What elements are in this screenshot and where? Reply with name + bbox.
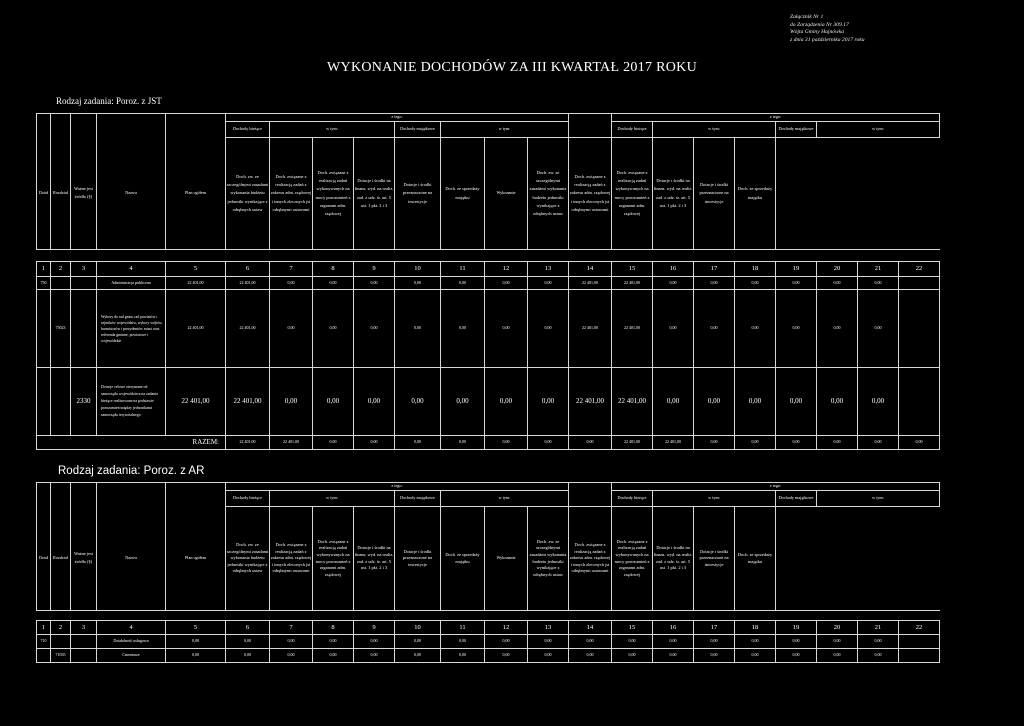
cell-value: 0,00: [485, 277, 528, 290]
total-value: 0,00: [354, 436, 395, 450]
colnum: 22: [899, 262, 940, 277]
header-w-tym: w tym:: [441, 122, 569, 138]
cell-value: 0,00: [395, 649, 441, 663]
header-nazwa: Nazwa: [97, 138, 166, 250]
colnum: 16: [653, 621, 694, 635]
section-label-ar: Rodzaj zadania: Poroz. z AR: [58, 465, 205, 477]
cell-value: 0,00: [817, 368, 858, 436]
header-wykonanie: Wykonanie: [485, 507, 528, 611]
page-title: WYKONANIE DOCHODÓW ZA III KWARTAŁ 2017 ROKU: [327, 60, 697, 75]
cell-rozdzial: [51, 368, 71, 436]
cell-value: 0,00: [270, 277, 313, 290]
section-label-jst: Rodzaj zadania: Poroz. z JST: [56, 96, 162, 106]
cell-dzial: 710: [37, 635, 51, 649]
table-row: [37, 649, 940, 663]
cell-value: 0,00: [653, 649, 694, 663]
colnum: 13: [528, 621, 569, 635]
header-nazwa: Nazwa: [97, 507, 166, 611]
header-cell: [97, 483, 166, 491]
colnum: 21: [858, 262, 899, 277]
header-c3: Doch. związane z realizacją zadań wykonywanych na mocy porozumień z organami adm. rządowej: [313, 507, 354, 611]
annex-line: z dnia 31 października 2017 roku: [790, 36, 865, 43]
cell-value: 0,00: [569, 635, 612, 649]
cell-value: 0,00: [817, 649, 858, 663]
colnum: 4: [97, 262, 166, 277]
cell-dzial: [37, 368, 51, 436]
cell-value: 0,00: [735, 649, 776, 663]
header-paragraf: Ważne jest źródło (§): [71, 138, 97, 250]
cell-value: 0,00: [776, 649, 817, 663]
colnum: 14: [569, 262, 612, 277]
table-row: [37, 635, 940, 649]
cell-value: 0,00: [441, 277, 485, 290]
cell-value: 0,00: [858, 635, 899, 649]
total-value: 0,00: [817, 436, 858, 450]
colnum: 19: [776, 262, 817, 277]
header-cell: [569, 483, 612, 491]
colnum: 3: [71, 621, 97, 635]
cell-value: 0,00: [735, 635, 776, 649]
cell-value: 22 401,00: [226, 290, 270, 368]
header-cell: [166, 114, 226, 122]
header-c2r: Doch. związane z realizacją zadań z zakresu adm. rządowej i innych zleconych jst odrębnymi ustawami: [569, 138, 612, 250]
cell-value: 0,00: [528, 277, 569, 290]
header-dochody-biezace: Dochody bieżące: [226, 491, 270, 507]
cell-value: 0,00: [485, 649, 528, 663]
cell-value: 0,00: [166, 635, 226, 649]
cell-paragraf: [71, 290, 97, 368]
header-cell: [51, 114, 71, 122]
income-table-jst: [36, 113, 940, 450]
header-dzial: Dział: [37, 138, 51, 250]
cell-empty: [899, 290, 940, 368]
header-c4: Dotacje i środki na finans. wyd. na realiz. zad. z udz. śr. art. 5 ust. 1 pkt. 2 i 3: [354, 507, 395, 611]
colnum: 7: [270, 621, 313, 635]
colnum: 10: [395, 621, 441, 635]
cell-value: 0,00: [313, 368, 354, 436]
column-numbers-row: [37, 621, 940, 635]
colnum: 13: [528, 262, 569, 277]
header-c5: Dotacje i środki przeznaczone na inwestycje: [395, 138, 441, 250]
cell-value: 0,00: [354, 277, 395, 290]
cell-value: 0,00: [395, 635, 441, 649]
colnum: 5: [166, 262, 226, 277]
column-numbers-row: [37, 262, 940, 277]
cell-value: 0,00: [612, 649, 653, 663]
header-rozdzial: Rozdział: [51, 138, 71, 250]
cell-value: 0,00: [270, 649, 313, 663]
colnum: 10: [395, 262, 441, 277]
cell-value: 0,00: [270, 368, 313, 436]
table-row: [37, 290, 940, 368]
colnum: 2: [51, 262, 71, 277]
colnum: 16: [653, 262, 694, 277]
colnum: 2: [51, 621, 71, 635]
cell-value: 0,00: [817, 290, 858, 368]
cell-value: 0,00: [395, 277, 441, 290]
total-value: 0,00: [899, 436, 940, 450]
cell-value: 0,00: [858, 649, 899, 663]
header-c3r: Doch. związane z realizacją zadań wykonywanych na mocy porozumień z organami adm. rządowej: [612, 507, 653, 611]
cell-dzial: 750: [37, 277, 51, 290]
header-c1: Doch. zw. ze szczególnymi zasadami wykonania budżetu jednostki wynikające z odrębnych ustaw: [226, 138, 270, 250]
cell-value: 0,00: [858, 368, 899, 436]
header-dochody-biezace: Dochody bieżące: [612, 122, 653, 138]
total-value: 22 401,00: [226, 436, 270, 450]
cell-value: 0,00: [270, 290, 313, 368]
header-z-tego: z tego:: [226, 483, 569, 491]
cell-value: 0,00: [653, 635, 694, 649]
cell-value: 0,00: [441, 635, 485, 649]
cell-value: 0,00: [858, 290, 899, 368]
annex-line: Wójta Gminy Hajnówka: [790, 29, 845, 36]
header-cell: [569, 122, 612, 138]
colnum: 6: [226, 262, 270, 277]
cell-nazwa: Cmentarze: [97, 649, 166, 663]
cell-value: 0,00: [528, 368, 569, 436]
header-c3: Doch. związane z realizacją zadań wykonywanych na mocy porozumień z organami adm. rządowej: [313, 138, 354, 250]
header-c6r: Doch. ze sprzedaży majątku: [735, 507, 776, 611]
cell-value: 0,00: [485, 635, 528, 649]
cell-value: 22 401,00: [166, 290, 226, 368]
colnum: 15: [612, 262, 653, 277]
cell-value: 22 401,00: [569, 290, 612, 368]
income-table-ar: [36, 482, 940, 663]
cell-value: 0,00: [569, 649, 612, 663]
cell-value: 22 401,00: [569, 277, 612, 290]
spacer: [37, 250, 940, 262]
cell-value: 22 401,00: [569, 368, 612, 436]
total-value: 0,00: [776, 436, 817, 450]
cell-value: 22 401,00: [226, 277, 270, 290]
cell-empty: [899, 649, 940, 663]
cell-value: 22 401,00: [226, 368, 270, 436]
header-c1: Doch. zw. ze szczególnymi zasadami wykonania budżetu jednostki wynikające z odrębnych ustaw: [226, 507, 270, 611]
header-w-tym: w tym:: [817, 122, 940, 138]
header-c4r: Dotacje i środki na finans. wyd. na realiz. zad. z udz. śr. art. 5 ust. 1 pkt. 2 i 3: [653, 138, 694, 250]
header-dochody-majatkowe: Dochody majątkowe: [776, 122, 817, 138]
header-c4r: Dotacje i środki na finans. wyd. na realiz. zad. z udz. śr. art. 5 ust. 1 pkt. 2 i 3: [653, 507, 694, 611]
header-cell: [37, 491, 51, 507]
colnum: 18: [735, 621, 776, 635]
cell-value: 0,00: [735, 290, 776, 368]
header-cell: [71, 491, 97, 507]
cell-value: 22 401,00: [166, 277, 226, 290]
header-c4: Dotacje i środki na finans. wyd. na realiz. zad. z udz. śr. art. 5 ust. 1 pkt. 2 i 3: [354, 138, 395, 250]
colnum: 11: [441, 621, 485, 635]
cell-value: 0,00: [735, 368, 776, 436]
colnum: 12: [485, 621, 528, 635]
cell-nazwa: Dotacje celowe otrzymane od samorządu województwa na zadania bieżące realizowane na podstawie porozumień między jednostkami samorządu terytorialnego: [97, 368, 166, 436]
header-cell: [97, 491, 166, 507]
header-c1r: Doch. zw. ze szczególnymi zasadami wykonania budżetu jednostki wynikające z odrębnych ustaw: [528, 507, 569, 611]
total-value: 22 401,00: [270, 436, 313, 450]
cell-value: 0,00: [354, 635, 395, 649]
header-c6: Doch. ze sprzedaży majątku: [441, 138, 485, 250]
cell-rozdzial: 71035: [51, 649, 71, 663]
header-cell: [37, 122, 51, 138]
total-value: 0,00: [395, 436, 441, 450]
header-cell: [71, 114, 97, 122]
cell-value: 0,00: [776, 635, 817, 649]
cell-value: 0,00: [166, 649, 226, 663]
header-c6r: Doch. ze sprzedaży majątku: [735, 138, 776, 250]
header-dochody-biezace: Dochody bieżące: [612, 491, 653, 507]
cell-value: 0,00: [270, 635, 313, 649]
header-c1r: Doch. zw. ze szczególnymi zasadami wykonania budżetu jednostki wynikające z odrębnych ustaw: [528, 138, 569, 250]
colnum: 20: [817, 621, 858, 635]
cell-value: 0,00: [528, 649, 569, 663]
header-cell: [569, 114, 612, 122]
cell-value: 22 401,00: [166, 368, 226, 436]
colnum: 6: [226, 621, 270, 635]
colnum: 1: [37, 262, 51, 277]
cell-value: 0,00: [313, 635, 354, 649]
header-c2: Doch. związane z realizacją zadań z zakresu adm. rządowej i innych zleconych jst odrębnymi ustawami: [270, 138, 313, 250]
cell-value: 0,00: [694, 635, 735, 649]
colnum: 17: [694, 262, 735, 277]
total-value: 0,00: [694, 436, 735, 450]
cell-value: 0,00: [612, 635, 653, 649]
cell-value: 0,00: [735, 277, 776, 290]
total-value: 22 401,00: [612, 436, 653, 450]
colnum: 19: [776, 621, 817, 635]
annex-line: do Zarządzenia Nr 309.17: [790, 21, 849, 28]
header-cell: [166, 483, 226, 491]
cell-value: 0,00: [694, 290, 735, 368]
cell-value: 0,00: [226, 635, 270, 649]
colnum: 15: [612, 621, 653, 635]
cell-paragraf: [71, 277, 97, 290]
colnum: 12: [485, 262, 528, 277]
cell-value: 0,00: [528, 290, 569, 368]
cell-rozdzial: [51, 635, 71, 649]
cell-value: 0,00: [226, 649, 270, 663]
cell-paragraf: [71, 635, 97, 649]
header-c3r: Doch. związane z realizacją zadań wykonywanych na mocy porozumień z organami adm. rządowej: [612, 138, 653, 250]
colnum: 22: [899, 621, 940, 635]
colnum: 3: [71, 262, 97, 277]
header-c5r: Dotacje i środki przeznaczone na inwestycje: [694, 507, 735, 611]
colnum: 4: [97, 621, 166, 635]
cell-value: 0,00: [776, 290, 817, 368]
total-value: 0,00: [735, 436, 776, 450]
cell-value: 0,00: [395, 368, 441, 436]
cell-empty: [899, 635, 940, 649]
total-value: 0,00: [569, 436, 612, 450]
cell-value: 0,00: [313, 277, 354, 290]
cell-value: 0,00: [694, 649, 735, 663]
header-z-tego: z tego:: [612, 483, 940, 491]
colnum: 18: [735, 262, 776, 277]
header-w-tym: w tym:: [653, 122, 776, 138]
cell-paragraf: [71, 649, 97, 663]
colnum: 8: [313, 262, 354, 277]
cell-value: 0,00: [653, 290, 694, 368]
header-cell: [166, 491, 226, 507]
cell-nazwa: Administracja publiczna: [97, 277, 166, 290]
cell-value: 0,00: [817, 277, 858, 290]
header-w-tym: w tym:: [270, 491, 395, 507]
table-row: [37, 277, 940, 290]
total-value: 0,00: [528, 436, 569, 450]
colnum: 9: [354, 262, 395, 277]
cell-rozdzial: [51, 277, 71, 290]
colnum: 11: [441, 262, 485, 277]
cell-value: 22 401,00: [612, 277, 653, 290]
cell-value: 0,00: [528, 635, 569, 649]
cell-value: 0,00: [817, 635, 858, 649]
header-dochody-biezace: Dochody bieżące: [226, 122, 270, 138]
header-w-tym: w tym:: [270, 122, 395, 138]
cell-nazwa: Działalność usługowa: [97, 635, 166, 649]
total-value: 0,00: [858, 436, 899, 450]
header-w-tym: w tym:: [653, 491, 776, 507]
header-w-tym: w tym:: [817, 491, 940, 507]
cell-value: 0,00: [441, 649, 485, 663]
header-dochody-majatkowe: Dochody majątkowe: [395, 491, 441, 507]
cell-value: 0,00: [694, 368, 735, 436]
cell-value: 0,00: [354, 368, 395, 436]
header-cell: [97, 114, 166, 122]
colnum: 17: [694, 621, 735, 635]
header-dzial: Dział: [37, 507, 51, 611]
cell-dzial: [37, 290, 51, 368]
header-plan: Plan ogółem: [166, 138, 226, 250]
header-c6: Doch. ze sprzedaży majątku: [441, 507, 485, 611]
cell-value: 0,00: [354, 290, 395, 368]
cell-value: 22 401,00: [612, 290, 653, 368]
total-value: 22 401,00: [653, 436, 694, 450]
header-dochody-majatkowe: Dochody majątkowe: [395, 122, 441, 138]
cell-value: 0,00: [485, 368, 528, 436]
header-c5: Dotacje i środki przeznaczone na inwestycje: [395, 507, 441, 611]
table-row: [37, 368, 940, 436]
header-dochody-majatkowe: Dochody majątkowe: [776, 491, 817, 507]
cell-value: 0,00: [485, 290, 528, 368]
header-cell: [71, 483, 97, 491]
header-cell: [37, 483, 51, 491]
colnum: 20: [817, 262, 858, 277]
colnum: 21: [858, 621, 899, 635]
cell-value: 0,00: [694, 277, 735, 290]
colnum: 1: [37, 621, 51, 635]
total-value: 0,00: [313, 436, 354, 450]
header-rozdzial: Rozdział: [51, 507, 71, 611]
header-cell: [71, 122, 97, 138]
cell-value: 0,00: [653, 368, 694, 436]
header-cell: [166, 122, 226, 138]
cell-value: 22 401,00: [612, 368, 653, 436]
colnum: 8: [313, 621, 354, 635]
total-row: [37, 436, 940, 450]
cell-value: 0,00: [776, 277, 817, 290]
annex-note: [790, 14, 865, 44]
spacer: [37, 611, 940, 621]
header-cell: [51, 491, 71, 507]
cell-value: 0,00: [441, 290, 485, 368]
cell-paragraf: 2330: [71, 368, 97, 436]
cell-dzial: [37, 649, 51, 663]
cell-value: 0,00: [653, 277, 694, 290]
header-c2r: Doch. związane z realizacją zadań z zakresu adm. rządowej i innych zleconych jst odrębnymi ustawami: [569, 507, 612, 611]
header-cell: [51, 122, 71, 138]
cell-value: 0,00: [441, 368, 485, 436]
total-value: 0,00: [441, 436, 485, 450]
header-z-tego: z tego:: [612, 114, 940, 122]
cell-rozdzial: 75023: [51, 290, 71, 368]
annex-line: Załącznik Nr 1: [790, 14, 824, 20]
header-cell: [51, 483, 71, 491]
header-z-tego: z tego:: [226, 114, 569, 122]
cell-value: 0,00: [858, 277, 899, 290]
header-paragraf: Ważne jest źródło (§): [71, 507, 97, 611]
header-cell: [37, 114, 51, 122]
header-cell: [97, 122, 166, 138]
header-wykonanie: Wykonanie: [485, 138, 528, 250]
cell-value: 0,00: [354, 649, 395, 663]
cell-value: 0,00: [776, 368, 817, 436]
cell-value: 0,00: [395, 290, 441, 368]
header-c5r: Dotacje i środki przeznaczone na inwestycje: [694, 138, 735, 250]
header-cell: [569, 491, 612, 507]
cell-empty: [899, 277, 940, 290]
cell-value: 0,00: [313, 290, 354, 368]
cell-nazwa: Wybory do rad gmin, rad powiatów i sejmików województw, wybory wójtów, burmistrzów i prezydentów miast oraz referenda gminne, powiatowe i wojewódzkie: [97, 290, 166, 368]
colnum: 7: [270, 262, 313, 277]
cell-empty: [899, 368, 940, 436]
header-w-tym: w tym:: [441, 491, 569, 507]
colnum: 5: [166, 621, 226, 635]
colnum: 14: [569, 621, 612, 635]
colnum: 9: [354, 621, 395, 635]
total-value: 0,00: [485, 436, 528, 450]
cell-value: 0,00: [313, 649, 354, 663]
header-plan: Plan ogółem: [166, 507, 226, 611]
total-label: RAZEM:: [37, 436, 226, 450]
header-c2: Doch. związane z realizacją zadań z zakresu adm. rządowej i innych zleconych jst odrębnymi ustawami: [270, 507, 313, 611]
